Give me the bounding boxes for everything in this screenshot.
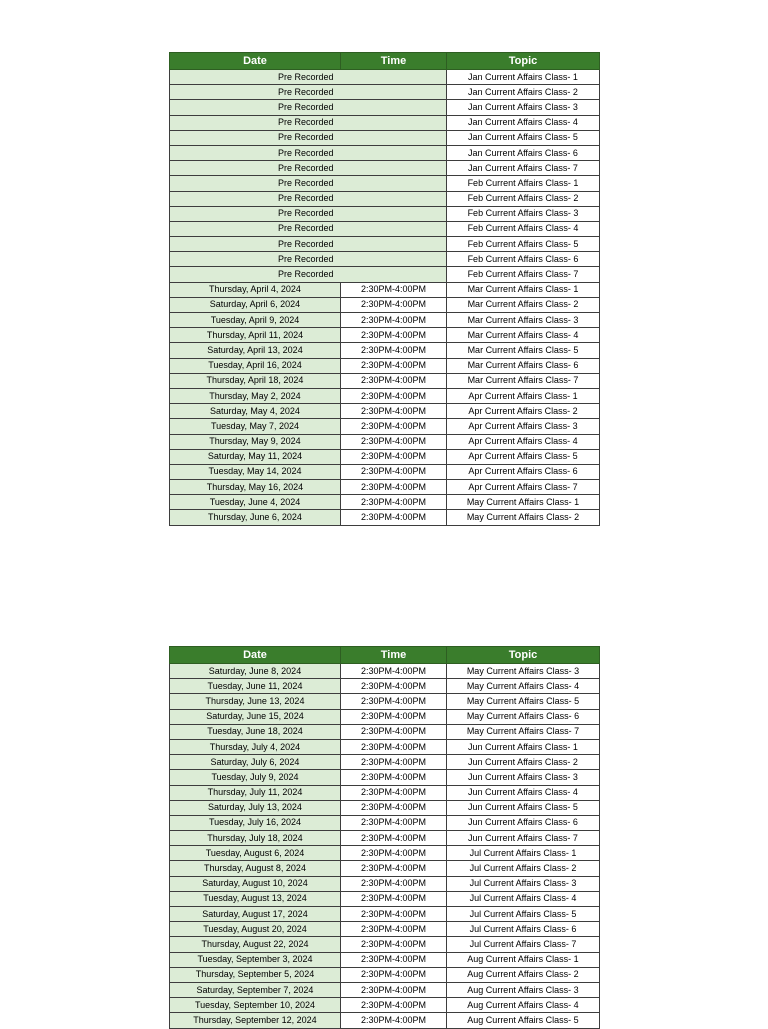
topic-cell: Jan Current Affairs Class- 1 — [447, 70, 600, 85]
schedule-body — [170, 664, 600, 1029]
table-row — [170, 130, 600, 145]
date-cell: Saturday, April 6, 2024 — [170, 297, 341, 312]
table-row — [170, 419, 600, 434]
schedule-body — [170, 70, 600, 526]
topic-cell: Feb Current Affairs Class- 5 — [447, 237, 600, 252]
table-row — [170, 770, 600, 785]
topic-cell: Mar Current Affairs Class- 5 — [447, 343, 600, 358]
table-row — [170, 464, 600, 479]
table-row — [170, 191, 600, 206]
table-row — [170, 237, 600, 252]
table-row — [170, 694, 600, 709]
topic-cell: Jul Current Affairs Class- 6 — [447, 922, 600, 937]
date-cell: Tuesday, April 16, 2024 — [170, 358, 341, 373]
table-row — [170, 221, 600, 236]
topic-cell: Jun Current Affairs Class- 5 — [447, 800, 600, 815]
topic-cell: Jan Current Affairs Class- 7 — [447, 161, 600, 176]
date-cell: Pre Recorded — [170, 206, 447, 221]
date-cell: Tuesday, July 16, 2024 — [170, 815, 341, 830]
topic-cell: Aug Current Affairs Class- 5 — [447, 1013, 600, 1028]
table-row — [170, 145, 600, 160]
topic-cell: Jun Current Affairs Class- 2 — [447, 755, 600, 770]
time-cell: 2:30PM-4:00PM — [341, 739, 447, 754]
topic-cell: Jul Current Affairs Class- 1 — [447, 846, 600, 861]
date-cell: Thursday, April 18, 2024 — [170, 373, 341, 388]
topic-cell: May Current Affairs Class- 1 — [447, 495, 600, 510]
date-cell: Thursday, May 16, 2024 — [170, 480, 341, 495]
table-row — [170, 495, 600, 510]
date-cell: Pre Recorded — [170, 221, 447, 236]
time-cell: 2:30PM-4:00PM — [341, 694, 447, 709]
table-row — [170, 831, 600, 846]
topic-cell: Jan Current Affairs Class- 3 — [447, 100, 600, 115]
topic-cell: Jan Current Affairs Class- 5 — [447, 130, 600, 145]
time-column-header: Time — [341, 53, 447, 70]
table-row — [170, 755, 600, 770]
time-cell: 2:30PM-4:00PM — [341, 952, 447, 967]
table-row — [170, 373, 600, 388]
time-cell: 2:30PM-4:00PM — [341, 1013, 447, 1028]
date-cell: Pre Recorded — [170, 237, 447, 252]
table-row — [170, 252, 600, 267]
table-row — [170, 297, 600, 312]
date-cell: Tuesday, August 13, 2024 — [170, 891, 341, 906]
topic-cell: Jan Current Affairs Class- 6 — [447, 145, 600, 160]
table-row — [170, 861, 600, 876]
time-cell: 2:30PM-4:00PM — [341, 770, 447, 785]
topic-cell: Jul Current Affairs Class- 5 — [447, 907, 600, 922]
date-cell: Thursday, July 11, 2024 — [170, 785, 341, 800]
table-row — [170, 115, 600, 130]
date-cell: Thursday, July 18, 2024 — [170, 831, 341, 846]
time-cell: 2:30PM-4:00PM — [341, 449, 447, 464]
time-cell: 2:30PM-4:00PM — [341, 967, 447, 982]
date-cell: Saturday, June 8, 2024 — [170, 664, 341, 679]
table-row — [170, 876, 600, 891]
time-cell: 2:30PM-4:00PM — [341, 755, 447, 770]
date-cell: Thursday, September 5, 2024 — [170, 967, 341, 982]
table-row — [170, 328, 600, 343]
topic-cell: Jun Current Affairs Class- 7 — [447, 831, 600, 846]
topic-cell: Mar Current Affairs Class- 3 — [447, 313, 600, 328]
table-row — [170, 404, 600, 419]
date-cell: Pre Recorded — [170, 70, 447, 85]
topic-cell: Apr Current Affairs Class- 2 — [447, 404, 600, 419]
topic-column-header: Topic — [447, 647, 600, 664]
date-cell: Tuesday, June 4, 2024 — [170, 495, 341, 510]
topic-cell: Mar Current Affairs Class- 7 — [447, 373, 600, 388]
header-row — [170, 647, 600, 664]
time-cell: 2:30PM-4:00PM — [341, 495, 447, 510]
date-cell: Saturday, August 17, 2024 — [170, 907, 341, 922]
date-column-header: Date — [170, 647, 341, 664]
table-row — [170, 982, 600, 997]
table-row — [170, 449, 600, 464]
time-cell: 2:30PM-4:00PM — [341, 846, 447, 861]
time-cell: 2:30PM-4:00PM — [341, 724, 447, 739]
table-row — [170, 1013, 600, 1028]
topic-cell: Feb Current Affairs Class- 7 — [447, 267, 600, 282]
table-row — [170, 937, 600, 952]
time-cell: 2:30PM-4:00PM — [341, 815, 447, 830]
time-cell: 2:30PM-4:00PM — [341, 709, 447, 724]
time-cell: 2:30PM-4:00PM — [341, 922, 447, 937]
date-cell: Thursday, May 2, 2024 — [170, 388, 341, 403]
time-cell: 2:30PM-4:00PM — [341, 388, 447, 403]
topic-cell: Feb Current Affairs Class- 6 — [447, 252, 600, 267]
date-cell: Thursday, April 4, 2024 — [170, 282, 341, 297]
date-cell: Tuesday, June 11, 2024 — [170, 679, 341, 694]
date-cell: Tuesday, May 14, 2024 — [170, 464, 341, 479]
topic-cell: Jun Current Affairs Class- 4 — [447, 785, 600, 800]
table-row — [170, 282, 600, 297]
date-cell: Tuesday, May 7, 2024 — [170, 419, 341, 434]
schedule-table-2 — [169, 646, 600, 1029]
topic-cell: Apr Current Affairs Class- 7 — [447, 480, 600, 495]
date-cell: Tuesday, September 10, 2024 — [170, 998, 341, 1013]
time-cell: 2:30PM-4:00PM — [341, 434, 447, 449]
date-cell: Pre Recorded — [170, 115, 447, 130]
date-cell: Tuesday, June 18, 2024 — [170, 724, 341, 739]
time-cell: 2:30PM-4:00PM — [341, 373, 447, 388]
date-cell: Tuesday, August 20, 2024 — [170, 922, 341, 937]
table-row — [170, 815, 600, 830]
date-cell: Thursday, April 11, 2024 — [170, 328, 341, 343]
topic-column-header: Topic — [447, 53, 600, 70]
time-cell: 2:30PM-4:00PM — [341, 800, 447, 815]
topic-cell: May Current Affairs Class- 4 — [447, 679, 600, 694]
table-row — [170, 952, 600, 967]
topic-cell: Apr Current Affairs Class- 5 — [447, 449, 600, 464]
table-row — [170, 739, 600, 754]
table-row — [170, 206, 600, 221]
topic-cell: Jul Current Affairs Class- 4 — [447, 891, 600, 906]
date-cell: Thursday, August 8, 2024 — [170, 861, 341, 876]
topic-cell: Feb Current Affairs Class- 1 — [447, 176, 600, 191]
time-cell: 2:30PM-4:00PM — [341, 907, 447, 922]
time-cell: 2:30PM-4:00PM — [341, 664, 447, 679]
time-cell: 2:30PM-4:00PM — [341, 358, 447, 373]
time-cell: 2:30PM-4:00PM — [341, 343, 447, 358]
table-row — [170, 161, 600, 176]
time-cell: 2:30PM-4:00PM — [341, 831, 447, 846]
time-cell: 2:30PM-4:00PM — [341, 313, 447, 328]
table-row — [170, 679, 600, 694]
date-cell: Pre Recorded — [170, 191, 447, 206]
time-cell: 2:30PM-4:00PM — [341, 419, 447, 434]
date-cell: Tuesday, September 3, 2024 — [170, 952, 341, 967]
date-cell: Tuesday, April 9, 2024 — [170, 313, 341, 328]
topic-cell: May Current Affairs Class- 2 — [447, 510, 600, 525]
table-row — [170, 510, 600, 525]
topic-cell: Mar Current Affairs Class- 2 — [447, 297, 600, 312]
table-row — [170, 70, 600, 85]
date-cell: Pre Recorded — [170, 161, 447, 176]
table-row — [170, 480, 600, 495]
topic-cell: Jan Current Affairs Class- 4 — [447, 115, 600, 130]
date-cell: Thursday, July 4, 2024 — [170, 739, 341, 754]
time-cell: 2:30PM-4:00PM — [341, 328, 447, 343]
time-cell: 2:30PM-4:00PM — [341, 464, 447, 479]
time-cell: 2:30PM-4:00PM — [341, 679, 447, 694]
topic-cell: Aug Current Affairs Class- 1 — [447, 952, 600, 967]
date-cell: Tuesday, August 6, 2024 — [170, 846, 341, 861]
topic-cell: Jun Current Affairs Class- 1 — [447, 739, 600, 754]
table-row — [170, 709, 600, 724]
table-row — [170, 998, 600, 1013]
date-cell: Thursday, June 6, 2024 — [170, 510, 341, 525]
table-row — [170, 967, 600, 982]
topic-cell: May Current Affairs Class- 3 — [447, 664, 600, 679]
table-row — [170, 922, 600, 937]
date-cell: Saturday, June 15, 2024 — [170, 709, 341, 724]
table-row — [170, 343, 600, 358]
table-row — [170, 846, 600, 861]
table-row — [170, 907, 600, 922]
topic-cell: May Current Affairs Class- 7 — [447, 724, 600, 739]
topic-cell: Jul Current Affairs Class- 2 — [447, 861, 600, 876]
table-row — [170, 800, 600, 815]
table-row — [170, 388, 600, 403]
date-cell: Saturday, May 11, 2024 — [170, 449, 341, 464]
date-cell: Saturday, September 7, 2024 — [170, 982, 341, 997]
time-cell: 2:30PM-4:00PM — [341, 891, 447, 906]
topic-cell: Jun Current Affairs Class- 6 — [447, 815, 600, 830]
topic-cell: Aug Current Affairs Class- 3 — [447, 982, 600, 997]
date-cell: Pre Recorded — [170, 85, 447, 100]
table-row — [170, 85, 600, 100]
date-cell: Saturday, August 10, 2024 — [170, 876, 341, 891]
time-cell: 2:30PM-4:00PM — [341, 861, 447, 876]
time-cell: 2:30PM-4:00PM — [341, 282, 447, 297]
date-cell: Thursday, August 22, 2024 — [170, 937, 341, 952]
time-column-header: Time — [341, 647, 447, 664]
time-cell: 2:30PM-4:00PM — [341, 937, 447, 952]
topic-cell: Jul Current Affairs Class- 3 — [447, 876, 600, 891]
schedule-table-1 — [169, 52, 600, 526]
table-row — [170, 176, 600, 191]
table-row — [170, 785, 600, 800]
time-cell: 2:30PM-4:00PM — [341, 876, 447, 891]
topic-cell: Aug Current Affairs Class- 2 — [447, 967, 600, 982]
date-cell: Thursday, June 13, 2024 — [170, 694, 341, 709]
time-cell: 2:30PM-4:00PM — [341, 297, 447, 312]
topic-cell: Mar Current Affairs Class- 1 — [447, 282, 600, 297]
date-cell: Pre Recorded — [170, 267, 447, 282]
topic-cell: Aug Current Affairs Class- 4 — [447, 998, 600, 1013]
topic-cell: Feb Current Affairs Class- 3 — [447, 206, 600, 221]
date-cell: Saturday, July 13, 2024 — [170, 800, 341, 815]
table-row — [170, 313, 600, 328]
time-cell: 2:30PM-4:00PM — [341, 480, 447, 495]
date-cell: Saturday, April 13, 2024 — [170, 343, 341, 358]
date-cell: Thursday, September 12, 2024 — [170, 1013, 341, 1028]
topic-cell: Apr Current Affairs Class- 4 — [447, 434, 600, 449]
topic-cell: Apr Current Affairs Class- 3 — [447, 419, 600, 434]
date-column-header: Date — [170, 53, 341, 70]
time-cell: 2:30PM-4:00PM — [341, 998, 447, 1013]
table-row — [170, 664, 600, 679]
topic-cell: Feb Current Affairs Class- 4 — [447, 221, 600, 236]
topic-cell: May Current Affairs Class- 5 — [447, 694, 600, 709]
table-row — [170, 100, 600, 115]
topic-cell: Apr Current Affairs Class- 1 — [447, 388, 600, 403]
time-cell: 2:30PM-4:00PM — [341, 404, 447, 419]
topic-cell: Feb Current Affairs Class- 2 — [447, 191, 600, 206]
topic-cell: Jan Current Affairs Class- 2 — [447, 85, 600, 100]
topic-cell: Apr Current Affairs Class- 6 — [447, 464, 600, 479]
date-cell: Pre Recorded — [170, 130, 447, 145]
date-cell: Saturday, July 6, 2024 — [170, 755, 341, 770]
date-cell: Pre Recorded — [170, 252, 447, 267]
date-cell: Pre Recorded — [170, 176, 447, 191]
table-row — [170, 724, 600, 739]
time-cell: 2:30PM-4:00PM — [341, 982, 447, 997]
topic-cell: Mar Current Affairs Class- 6 — [447, 358, 600, 373]
date-cell: Saturday, May 4, 2024 — [170, 404, 341, 419]
time-cell: 2:30PM-4:00PM — [341, 510, 447, 525]
topic-cell: Mar Current Affairs Class- 4 — [447, 328, 600, 343]
table-row — [170, 891, 600, 906]
time-cell: 2:30PM-4:00PM — [341, 785, 447, 800]
date-cell: Thursday, May 9, 2024 — [170, 434, 341, 449]
topic-cell: May Current Affairs Class- 6 — [447, 709, 600, 724]
date-cell: Pre Recorded — [170, 145, 447, 160]
table-row — [170, 267, 600, 282]
topic-cell: Jul Current Affairs Class- 7 — [447, 937, 600, 952]
header-row — [170, 53, 600, 70]
table-row — [170, 358, 600, 373]
date-cell: Pre Recorded — [170, 100, 447, 115]
date-cell: Tuesday, July 9, 2024 — [170, 770, 341, 785]
topic-cell: Jun Current Affairs Class- 3 — [447, 770, 600, 785]
table-row — [170, 434, 600, 449]
